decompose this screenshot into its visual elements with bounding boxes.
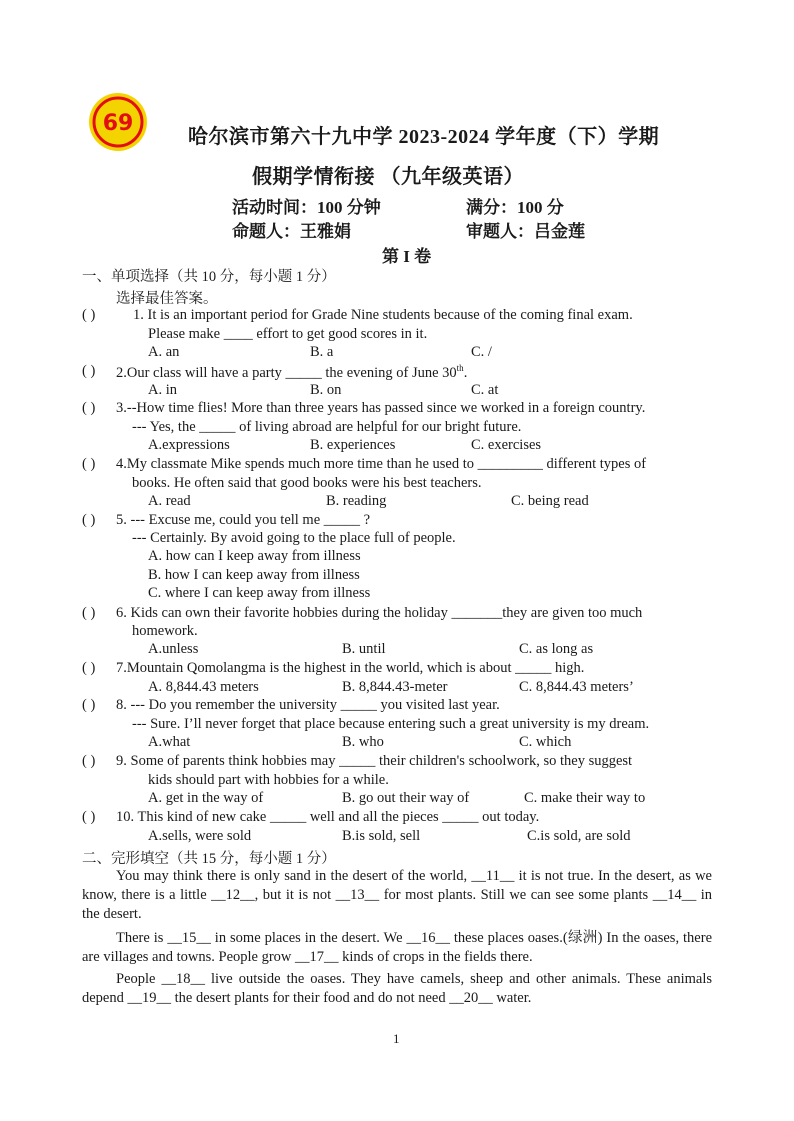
- q3-option-a[interactable]: A.expressions: [148, 437, 230, 453]
- q6-bracket[interactable]: ( ): [82, 605, 96, 621]
- q9-option-b[interactable]: B. go out their way of: [342, 790, 470, 806]
- q9-option-a[interactable]: A. get in the way of: [148, 790, 264, 806]
- school-logo: [88, 92, 148, 152]
- q4-line2: books. He often said that good books were his best teachers.: [132, 475, 482, 491]
- q5-line1: 5. --- Excuse me, could you tell me _____ ?: [116, 512, 371, 528]
- q4-option-b[interactable]: B. reading: [326, 493, 387, 509]
- score-label: 满分：100 分: [466, 198, 564, 217]
- q6-option-a[interactable]: A.unless: [148, 641, 199, 657]
- q1-bracket[interactable]: ( ): [82, 307, 96, 323]
- q7-line1: 7.Mountain Qomolangma is the highest in the world, which is about _____ high.: [116, 660, 585, 676]
- page-title: 哈尔滨市第六十九中学 2023-2024 学年度（下）学期: [188, 126, 660, 148]
- q4-line1: 4.My classmate Mike spends much more time than he used to _________ different types of: [116, 456, 647, 472]
- q5-option-c[interactable]: C. where I can keep away from illness: [148, 585, 371, 601]
- q3-option-c[interactable]: C. exercises: [471, 437, 542, 453]
- q10-option-c[interactable]: C.is sold, are sold: [527, 828, 631, 844]
- section1-instruction: 选择最佳答案。: [116, 291, 218, 307]
- q8-bracket[interactable]: ( ): [82, 697, 96, 713]
- volume-heading: 第 I 卷: [382, 247, 432, 266]
- q2-option-c[interactable]: C. at: [471, 382, 499, 398]
- q4-bracket[interactable]: ( ): [82, 456, 96, 472]
- q1-option-c[interactable]: C. /: [471, 344, 492, 360]
- q9-line2: kids should part with hobbies for a while.: [148, 772, 389, 788]
- q8-option-b[interactable]: B. who: [342, 734, 384, 750]
- q2-line1: 2.Our class will have a party _____ the evening of June 30th.: [116, 363, 468, 381]
- q6-line2: homework.: [132, 623, 198, 639]
- page-number: 1: [393, 1031, 400, 1046]
- q3-line2: --- Yes, the _____ of living abroad are helpful for our bright future.: [132, 419, 522, 435]
- cloze-paragraph-2: There is __15__ in some places in the desert. We __16__ these places oases.(绿洲) In the oases, there are villages and towns. People grow __17__ kinds of crops in the fields there.: [82, 930, 712, 965]
- q6-option-b[interactable]: B. until: [342, 641, 386, 657]
- q1-line2: Please make ____ effort to get good scores in it.: [148, 326, 428, 342]
- q2-option-a[interactable]: A. in: [148, 382, 177, 398]
- q7-option-a[interactable]: A. 8,844.43 meters: [148, 679, 259, 695]
- q5-option-b[interactable]: B. how I can keep away from illness: [148, 567, 360, 583]
- q5-line2: --- Certainly. By avoid going to the place full of people.: [132, 530, 456, 546]
- q5-option-a[interactable]: A. how can I keep away from illness: [148, 548, 361, 564]
- q6-option-c[interactable]: C. as long as: [519, 641, 594, 657]
- author-label: 命题人：王雅娟: [232, 222, 351, 241]
- q2-bracket[interactable]: ( ): [82, 363, 96, 379]
- q9-option-c[interactable]: C. make their way to: [524, 790, 646, 806]
- q6-line1: 6. Kids can own their favorite hobbies during the holiday _______they are given too much: [116, 605, 643, 621]
- time-label: 活动时间：100 分钟: [232, 198, 381, 217]
- q10-option-b[interactable]: B.is sold, sell: [342, 828, 421, 844]
- q7-option-b[interactable]: B. 8,844.43-meter: [342, 679, 448, 695]
- section2-heading: 二、完形填空（共 15 分，每小题 1 分）: [82, 851, 336, 867]
- q1-line1: 1. It is an important period for Grade Nine students because of the coming final exam.: [133, 307, 633, 323]
- q2-option-b[interactable]: B. on: [310, 382, 342, 398]
- q1-option-a[interactable]: A. an: [148, 344, 180, 360]
- q9-bracket[interactable]: ( ): [82, 753, 96, 769]
- q9-line1: 9. Some of parents think hobbies may _____ their children's schoolwork, so they suggest: [116, 753, 633, 769]
- q3-line1: 3.--How time flies! More than three years has passed since we worked in a foreign country.: [116, 400, 646, 416]
- q1-option-b[interactable]: B. a: [310, 344, 334, 360]
- q8-option-a[interactable]: A.what: [148, 734, 191, 750]
- reviewer-label: 审题人：吕金莲: [466, 222, 585, 241]
- q4-option-c[interactable]: C. being read: [511, 493, 589, 509]
- q7-bracket[interactable]: ( ): [82, 660, 96, 676]
- q10-option-a[interactable]: A.sells, were sold: [148, 828, 252, 844]
- q8-line1: 8. --- Do you remember the university _____ you visited last year.: [116, 697, 500, 713]
- cloze-paragraph-1: You may think there is only sand in the desert of the world, __11__ it is not true. In the desert, as we know, there is a little __12__, but it is not __13__ for most plants. Still we can see some plants __14__ in the desert.: [82, 868, 712, 922]
- q8-line2: --- Sure. I’ll never forget that place because entering such a great university is my dream.: [132, 716, 650, 732]
- q4-option-a[interactable]: A. read: [148, 493, 191, 509]
- page-subtitle: 假期学情衔接 （九年级英语）: [252, 166, 524, 188]
- q10-bracket[interactable]: ( ): [82, 809, 96, 825]
- q3-bracket[interactable]: ( ): [82, 400, 96, 416]
- section1-heading: 一、单项选择（共 10 分，每小题 1 分）: [82, 269, 336, 285]
- cloze-paragraph-3: People __18__ live outside the oases. They have camels, sheep and other animals. These animals depend __19__ the desert plants for their food and do not need __20__ water.: [82, 971, 712, 1006]
- q10-line1: 10. This kind of new cake _____ well and all the pieces _____ out today.: [116, 809, 540, 825]
- logo-text: 69: [102, 111, 134, 136]
- q8-option-c[interactable]: C. which: [519, 734, 572, 750]
- q7-option-c[interactable]: C. 8,844.43 meters’: [519, 679, 634, 695]
- q5-bracket[interactable]: ( ): [82, 512, 96, 528]
- q3-option-b[interactable]: B. experiences: [310, 437, 396, 453]
